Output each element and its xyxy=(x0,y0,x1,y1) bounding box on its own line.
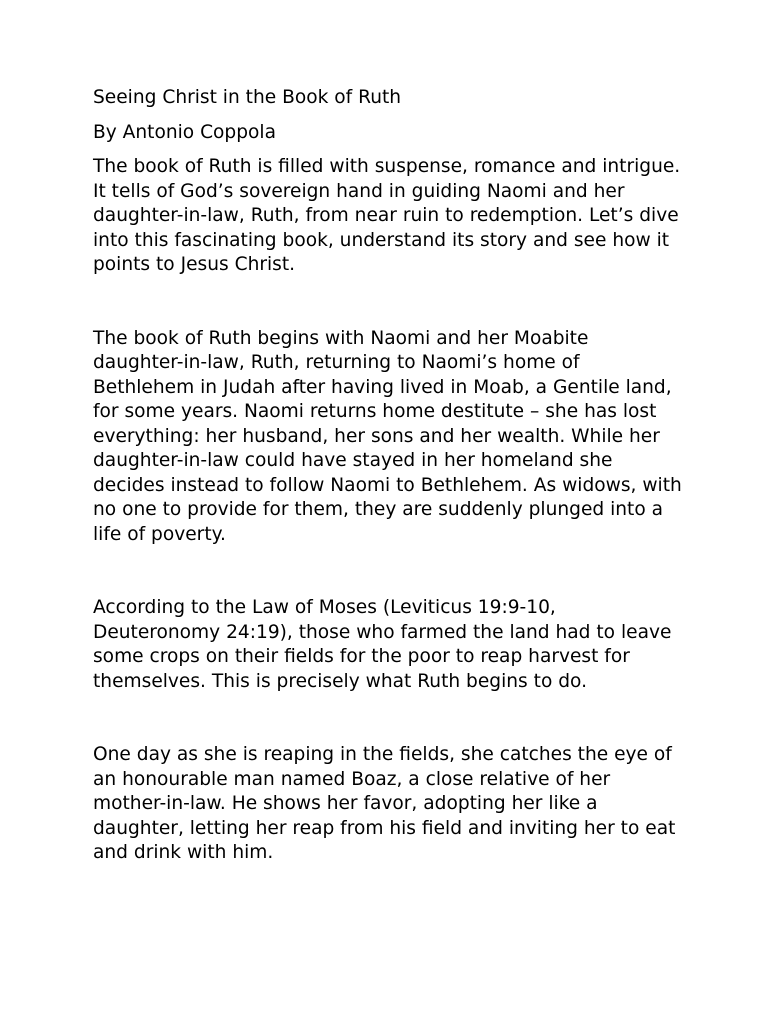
paragraph-naomi-ruth: The book of Ruth begins with Naomi and her Moabite daughter-in-law, Ruth, returning to Naomi’s home of Bethlehem in Judah after having lived in Moab, a Gentile land, for some years. Naomi returns home destitute – she has lost everything: her husband, her sons and her wealth. While her daughter-in-law could have stayed in her homeland she decides instead to follow Naomi to Bethlehem. As widows, with no one to provide for them, they are suddenly plunged into a life of poverty. xyxy=(93,327,688,545)
document-title: Seeing Christ in the Book of Ruth xyxy=(93,87,402,108)
document-page xyxy=(93,86,688,866)
paragraph-spacer xyxy=(93,547,683,596)
paragraph-spacer xyxy=(93,694,683,743)
paragraph-spacer xyxy=(93,278,683,327)
paragraph-intro: The book of Ruth is filled with suspense, romance and intrigue. It tells of God’s sovereign hand in guiding Naomi and her daughter-in-law, Ruth, from near ruin to redemption. Let’s dive into this fascinating book, understand its story and see how it points to Jesus Christ. xyxy=(93,156,687,275)
document-author: By Antonio Coppola xyxy=(93,121,276,143)
paragraph-law-of-moses: According to the Law of Moses (Leviticus 19:9-10, Deuteronomy 24:19), those who farmed the land had to leave some crops on their fields for the poor to reap harvest for themselves. This is precisely what Ruth begins to do. xyxy=(93,597,678,692)
paragraph-boaz: One day as she is reaping in the fields, she catches the eye of an honourable man named Boaz, a close relative of her mother-in-law. He shows her favor, adopting her like a daughter, letting her reap from his field and inviting her to eat and drink with him. xyxy=(93,744,682,863)
